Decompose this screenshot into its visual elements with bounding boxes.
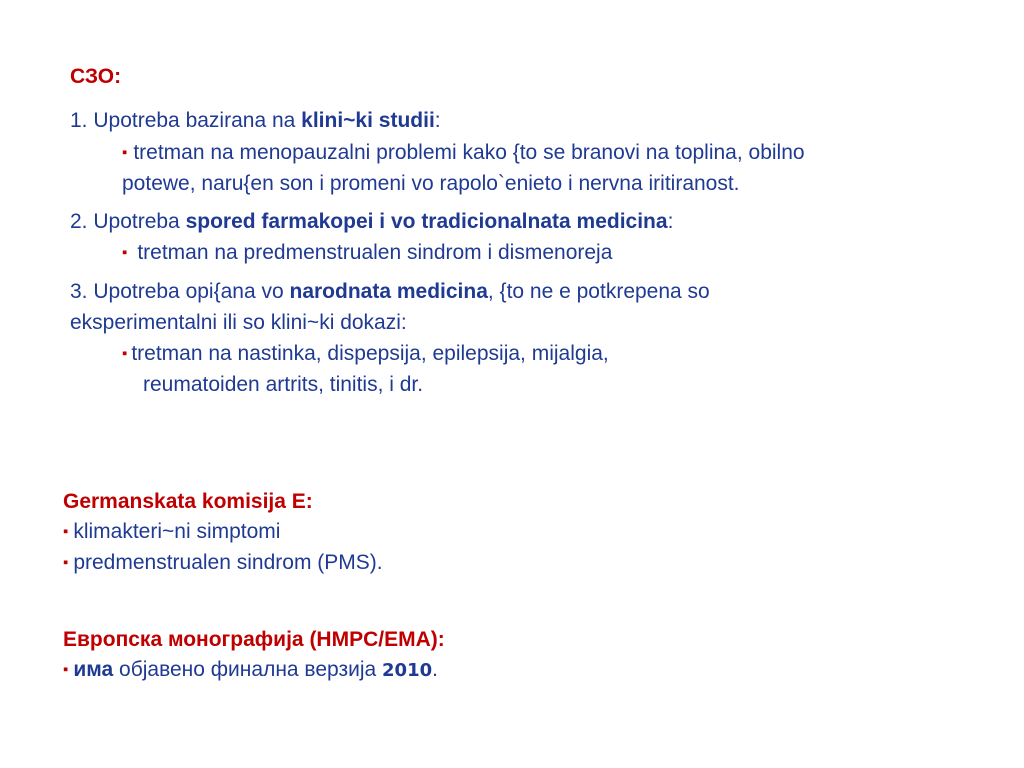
commission-e-bullet-text: klimakteri~ni simptomi (73, 520, 281, 543)
item3-line1 (70, 277, 710, 307)
item1-suffix: : (434, 109, 441, 132)
item1-bullet-line1 (122, 138, 805, 168)
ema-bullet-year: 2010 (382, 660, 433, 681)
bullet-icon: ▪ (122, 244, 128, 261)
commission-e-bullet-1 (63, 517, 280, 547)
item2-bullet-line1 (122, 238, 612, 268)
item3-bullet-text1: tretman na nastinka, dispepsija, epilepsija, mijalgia, (131, 342, 609, 365)
ema-bullet-text: објавено финална верзија (113, 658, 383, 681)
item3-suffix: , {to ne e potkrepena so (487, 280, 710, 303)
item3-bullet-line2: reumatoiden artrits, tinitis, i dr. (143, 373, 424, 396)
item1-bullet-text1: tretman na menopauzalni problemi kako {to se branovi na toplina, obilno (133, 141, 805, 164)
bullet-icon: ▪ (63, 523, 69, 540)
item3-bold: narodnata medicina (289, 280, 488, 303)
item1-bold: klini~ki studii (301, 109, 435, 132)
commission-e-bullet-text: predmenstrualen sindrom (PMS). (73, 551, 383, 574)
bullet-icon: ▪ (63, 554, 69, 571)
item2-line (70, 207, 673, 237)
item3-prefix: 3. Upotreba opi{ana vo (70, 280, 290, 303)
who-heading: СЗО: (70, 65, 122, 88)
item2-suffix: : (667, 210, 674, 233)
item1-line (70, 106, 441, 136)
commission-e-heading: Germanskata komisija E: (63, 490, 313, 513)
ema-heading: Европска монографија (HMPC/EMA): (63, 628, 445, 651)
ema-bullet-end: . (432, 658, 438, 681)
item2-bold: spored farmakopei i vo tradicionalnata medicina (185, 210, 668, 233)
item3-line2: eksperimentalni ili so klini~ki dokazi: (70, 311, 407, 334)
item2-prefix: 2. Upotreba (70, 210, 186, 233)
item1-bullet-line2: potewe, naru{en son i promeni vo rapolo`enieto i nervna iritiranost. (122, 172, 740, 195)
commission-e-bullet-2 (63, 548, 383, 578)
bullet-icon: ▪ (122, 345, 128, 362)
ema-bullet-bold: има (73, 658, 114, 681)
bullet-icon: ▪ (63, 661, 69, 678)
item3-bullet-line1 (122, 339, 609, 369)
item1-prefix: 1. Upotreba bazirana na (70, 109, 302, 132)
bullet-icon: ▪ (122, 144, 128, 161)
item2-bullet-text1: tretman na predmenstrualen sindrom i dismenoreja (137, 241, 613, 264)
ema-bullet (63, 655, 438, 686)
